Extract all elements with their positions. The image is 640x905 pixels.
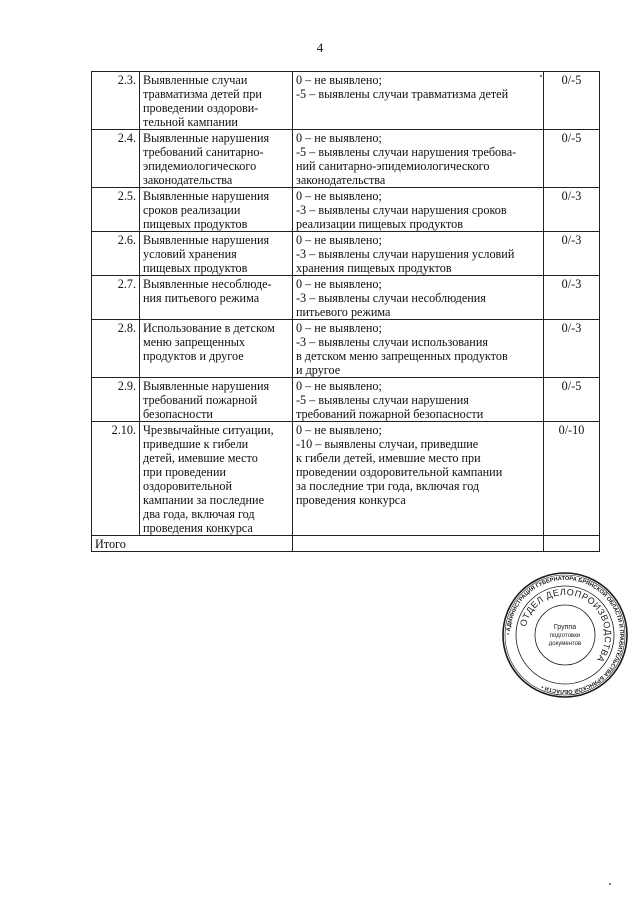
criterion-name-line: Чрезвычайные ситуации, xyxy=(143,423,274,437)
criterion-condition-line: 0 – не выявлено; xyxy=(296,379,382,393)
criterion-score: 0/-10 xyxy=(544,422,600,536)
criterion-score: 0/-3 xyxy=(544,276,600,320)
criterion-name-line: проведении оздорови- xyxy=(143,101,259,115)
criterion-name-line: тельной кампании xyxy=(143,115,238,129)
criterion-name-line: при проведении xyxy=(143,465,227,479)
criterion-conditions xyxy=(293,276,544,320)
criteria-table xyxy=(91,71,600,552)
criterion-condition-line: к гибели детей, имевшие место при xyxy=(296,451,481,465)
criterion-condition-line: 0 – не выявлено; xyxy=(296,131,382,145)
criterion-name-line: требований пожарной xyxy=(143,393,258,407)
criteria-table-body xyxy=(92,72,600,552)
criterion-name xyxy=(140,320,293,378)
scan-speck xyxy=(540,75,542,77)
criteria-row xyxy=(92,72,600,130)
criterion-conditions xyxy=(293,320,544,378)
criterion-conditions xyxy=(293,188,544,232)
criterion-condition-line: 0 – не выявлено; xyxy=(296,321,382,335)
criterion-condition-line: 0 – не выявлено; xyxy=(296,73,382,87)
criterion-condition-line: -5 – выявлены случаи травматизма детей xyxy=(296,87,509,101)
criterion-condition-line: -3 – выявлены случаи нарушения условий xyxy=(296,247,515,261)
criterion-name-line: оздоровительной xyxy=(143,479,232,493)
criterion-name-line: ния питьевого режима xyxy=(143,291,260,305)
criterion-name-line: Выявленные случаи xyxy=(143,73,248,87)
criterion-name-line: меню запрещенных xyxy=(143,335,246,349)
criterion-condition-line: 0 – не выявлено; xyxy=(296,189,382,203)
criterion-number: 2.4. xyxy=(92,130,140,188)
criterion-name-line: законодательства xyxy=(143,173,233,187)
stamp-center-line-1: Группа xyxy=(553,624,577,631)
criterion-conditions xyxy=(293,72,544,130)
criteria-row xyxy=(92,130,600,188)
criterion-number: 2.3. xyxy=(92,72,140,130)
criterion-condition-line: требований пожарной безопасности xyxy=(296,407,484,421)
criterion-condition-line: в детском меню запрещенных продуктов xyxy=(296,349,508,363)
criterion-condition-line: питьевого режима xyxy=(296,305,391,319)
stamp-inner-text: ОТДЕЛ ДЕЛОПРОИЗВОДСТВА xyxy=(517,586,614,665)
criterion-condition-line: ний санитарно-эпидемиологического xyxy=(296,159,490,173)
criterion-name-line: детей, имевшие место xyxy=(143,451,258,465)
total-score-cell xyxy=(544,536,600,552)
criterion-name-line: проведения конкурса xyxy=(143,521,253,535)
criterion-name-line: сроков реализации xyxy=(143,203,241,217)
department-stamp xyxy=(501,571,629,699)
criterion-condition-line: -5 – выявлены случаи нарушения xyxy=(296,393,469,407)
stamp-outer-text: • АДМИНИСТРАЦИЯ ГУБЕРНАТОРА БРЯНСКОЙ ОБЛАСТИ И ПРАВИТЕЛЬСТВА БРЯНСКОЙ ОБЛАСТИ • xyxy=(505,575,625,695)
criterion-name-line: продуктов и другое xyxy=(143,349,244,363)
criterion-name-line: приведшие к гибели xyxy=(143,437,249,451)
criterion-name-line: Выявленные нарушения xyxy=(143,233,270,247)
criterion-name-line: Выявленные нарушения xyxy=(143,189,270,203)
total-label: Итого xyxy=(92,536,293,552)
criterion-condition-line: за последние три года, включая год xyxy=(296,479,480,493)
criterion-number: 2.5. xyxy=(92,188,140,232)
criterion-score: 0/-3 xyxy=(544,320,600,378)
criterion-name xyxy=(140,276,293,320)
criterion-name-line: кампании за последние xyxy=(143,493,264,507)
criterion-condition-line: -3 – выявлены случаи несоблюдения xyxy=(296,291,486,305)
criterion-number: 2.8. xyxy=(92,320,140,378)
criteria-row xyxy=(92,422,600,536)
criteria-row xyxy=(92,320,600,378)
stamp-center-line-2: подготовки xyxy=(549,633,581,639)
criterion-name xyxy=(140,422,293,536)
criterion-condition-line: 0 – не выявлено; xyxy=(296,233,382,247)
criterion-score: 0/-3 xyxy=(544,232,600,276)
criterion-score: 0/-3 xyxy=(544,188,600,232)
page-number: 4 xyxy=(316,40,324,55)
criterion-score: 0/-5 xyxy=(544,130,600,188)
criterion-name-line: пищевых продуктов xyxy=(143,261,248,275)
criterion-number: 2.9. xyxy=(92,378,140,422)
criterion-condition-line: -3 – выявлены случаи нарушения сроков xyxy=(296,203,507,217)
criterion-score: 0/-5 xyxy=(544,72,600,130)
criterion-name-line: два года, включая год xyxy=(143,507,255,521)
criterion-name-line: Выявленные нарушения xyxy=(143,379,270,393)
total-conditions-cell xyxy=(293,536,544,552)
criterion-condition-line: проведении оздоровительной кампании xyxy=(296,465,503,479)
criteria-row xyxy=(92,232,600,276)
criterion-conditions xyxy=(293,130,544,188)
criterion-name xyxy=(140,188,293,232)
criteria-row xyxy=(92,378,600,422)
criterion-name xyxy=(140,232,293,276)
criteria-row xyxy=(92,188,600,232)
criteria-row xyxy=(92,276,600,320)
criterion-number: 2.7. xyxy=(92,276,140,320)
criterion-condition-line: -3 – выявлены случаи использования xyxy=(296,335,488,349)
criterion-condition-line: реализации пищевых продуктов xyxy=(296,217,463,231)
criterion-name-line: условий хранения xyxy=(143,247,237,261)
criterion-name-line: Выявленные несоблюде- xyxy=(143,277,272,291)
total-row xyxy=(92,536,600,552)
criterion-number: 2.6. xyxy=(92,232,140,276)
criterion-name-line: безопасности xyxy=(143,407,213,421)
criterion-name-line: Выявленные нарушения xyxy=(143,131,270,145)
criterion-conditions xyxy=(293,422,544,536)
criterion-condition-line: и другое xyxy=(296,363,341,377)
criterion-condition-line: проведения конкурса xyxy=(296,493,406,507)
scan-speck xyxy=(609,883,611,885)
criterion-condition-line: -10 – выявлены случаи, приведшие xyxy=(296,437,479,451)
criterion-name-line: пищевых продуктов xyxy=(143,217,248,231)
criterion-conditions xyxy=(293,232,544,276)
criterion-score: 0/-5 xyxy=(544,378,600,422)
criterion-name-line: Использование в детском xyxy=(143,321,275,335)
criterion-condition-line: законодательства xyxy=(296,173,386,187)
criterion-number: 2.10. xyxy=(92,422,140,536)
criterion-condition-line: 0 – не выявлено; xyxy=(296,423,382,437)
criterion-name xyxy=(140,130,293,188)
criterion-name-line: эпидемиологического xyxy=(143,159,257,173)
criterion-name-line: травматизма детей при xyxy=(143,87,262,101)
criterion-condition-line: хранения пищевых продуктов xyxy=(296,261,452,275)
criterion-name-line: требований санитарно- xyxy=(143,145,264,159)
criterion-condition-line: -5 – выявлены случаи нарушения требова- xyxy=(296,145,517,159)
stamp-center-line-3: документов xyxy=(548,641,582,647)
criterion-condition-line: 0 – не выявлено; xyxy=(296,277,382,291)
criterion-name xyxy=(140,72,293,130)
criterion-name xyxy=(140,378,293,422)
criterion-conditions xyxy=(293,378,544,422)
